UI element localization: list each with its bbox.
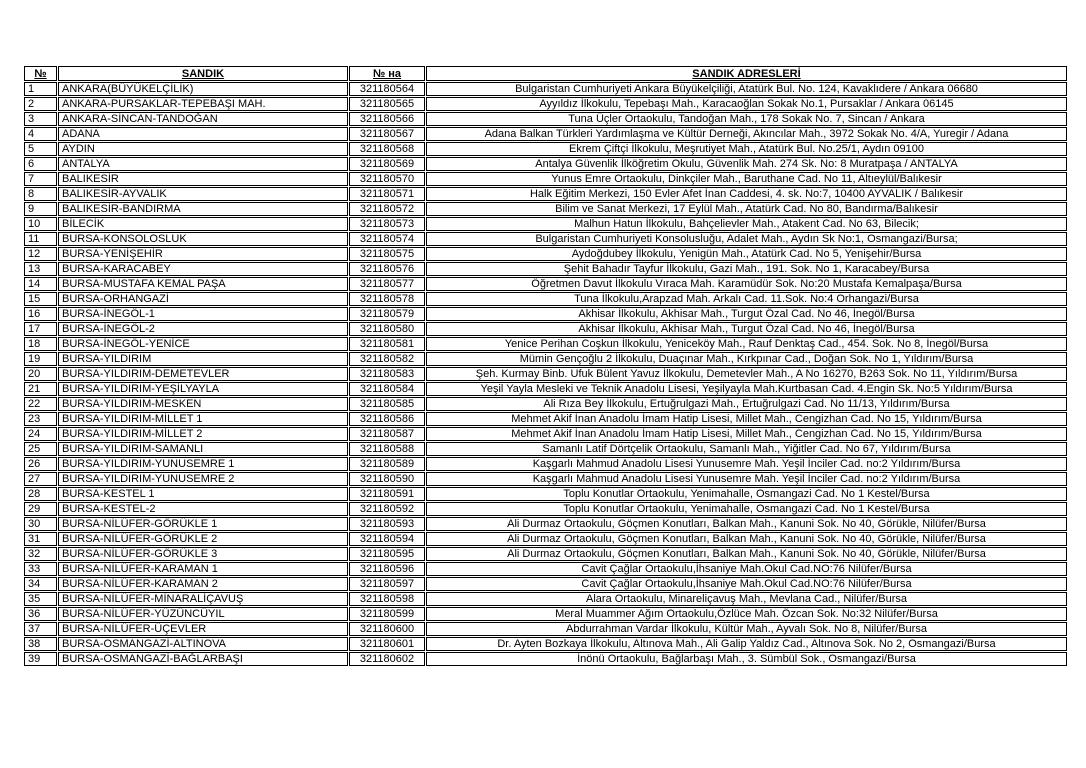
cell-sandik: BURSA-KARACABEY [58, 262, 348, 276]
cell-address: Tuna Üçler Ortaokulu, Tandoğan Mah., 178 Sokak No. 7, Sincan / Ankara [426, 112, 1067, 126]
cell-no: 4 [24, 127, 57, 141]
cell-address: Alara Ortaokulu, Minareliçavuş Mah., Mevlana Cad., Nilüfer/Bursa [426, 592, 1067, 606]
table-row [24, 562, 1067, 576]
cell-sandik: BURSA-İNEGÖL-YENİCE [58, 337, 348, 351]
cell-no: 15 [24, 292, 57, 306]
table-row [24, 637, 1067, 651]
cell-sandik: BURSA-YILDIRIM [58, 352, 348, 366]
cell-no: 13 [24, 262, 57, 276]
cell-no: 22 [24, 397, 57, 411]
cell-no: 26 [24, 457, 57, 471]
cell-sandik: BALIKESİR [58, 172, 348, 186]
cell-address: Öğretmen Davut İlkokulu Vıraca Mah. Karamüdür Sok. No:20 Mustafa Kemalpaşa/Bursa [426, 277, 1067, 291]
cell-sandik: BURSA-KESTEL 1 [58, 487, 348, 501]
cell-address: Yunus Emre Ortaokulu, Dinkçiler Mah., Baruthane Cad. No 11, Altıeylül/Balıkesir [426, 172, 1067, 186]
table-row [24, 142, 1067, 156]
cell-sandik: ANTALYA [58, 157, 348, 171]
cell-address: Bilim ve Sanat Merkezi, 17 Eylül Mah., Atatürk Cad. No 80, Bandırma/Balıkesir [426, 202, 1067, 216]
table-row [24, 622, 1067, 636]
cell-address: Malhun Hatun İlkokulu, Bahçelievler Mah., Atakent Cad. No 63, Bilecik; [426, 217, 1067, 231]
header-number: № на [349, 66, 425, 81]
cell-sandik: BURSA-ORHANGAZİ [58, 292, 348, 306]
cell-no: 1 [24, 82, 57, 96]
table-row [24, 652, 1067, 666]
cell-no: 3 [24, 112, 57, 126]
cell-address: Aydoğdubey İlkokulu, Yenigün Mah., Atatürk Cad. No 5, Yenişehir/Bursa [426, 247, 1067, 261]
cell-number: 321180589 [349, 457, 425, 471]
cell-sandik: BURSA-OSMANGAZİ-ALTINOVA [58, 637, 348, 651]
cell-address: Akhisar İlkokulu, Akhisar Mah., Turgut Özal Cad. No 46, İnegöl/Bursa [426, 322, 1067, 336]
cell-address: Mehmet Akif İnan Anadolu İmam Hatip Lisesi, Millet Mah., Cengizhan Cad. No 15, Yıldırım/Bursa [426, 427, 1067, 441]
table-row [24, 577, 1067, 591]
cell-sandik: AYDIN [58, 142, 348, 156]
table-row [24, 457, 1067, 471]
cell-number: 321180579 [349, 307, 425, 321]
cell-number: 321180567 [349, 127, 425, 141]
cell-number: 321180596 [349, 562, 425, 576]
cell-address: Toplu Konutlar Ortaokulu, Yenimahalle, Osmangazi Cad. No 1 Kestel/Bursa [426, 502, 1067, 516]
cell-sandik: BURSA-OSMANGAZİ-BAĞLARBAŞI [58, 652, 348, 666]
cell-address: Meral Muammer Ağım Ortaokulu,Özlüce Mah. Özcan Sok. No:32 Nilüfer/Bursa [426, 607, 1067, 621]
table-row [24, 592, 1067, 606]
cell-no: 36 [24, 607, 57, 621]
table-row [24, 322, 1067, 336]
cell-sandik: BURSA-YENİŞEHİR [58, 247, 348, 261]
table-row [24, 172, 1067, 186]
header-sandik: SANDIK [58, 66, 348, 81]
cell-number: 321180569 [349, 157, 425, 171]
table-row [24, 307, 1067, 321]
cell-sandik: BURSA-NİLÜFER-ÜÇEVLER [58, 622, 348, 636]
cell-address: Adana Balkan Türkleri Yardımlaşma ve Kültür Derneği, Akıncılar Mah., 3972 Sokak No. 4/A, Yuregir / Adana [426, 127, 1067, 141]
table-header-row [24, 66, 1067, 81]
cell-address: Bulgaristan Cumhuriyeti Konsolusluğu, Adalet Mah., Aydın Sk No:1, Osmangazi/Bursa; [426, 232, 1067, 246]
cell-no: 11 [24, 232, 57, 246]
cell-no: 24 [24, 427, 57, 441]
cell-number: 321180593 [349, 517, 425, 531]
cell-no: 8 [24, 187, 57, 201]
cell-number: 321180602 [349, 652, 425, 666]
cell-number: 321180576 [349, 262, 425, 276]
table-row [24, 367, 1067, 381]
cell-sandik: BURSA-YILDIRIM-MESKEN [58, 397, 348, 411]
table-row [24, 352, 1067, 366]
cell-address: Antalya Güvenlik İlköğretim Okulu, Güvenlik Mah. 274 Sk. No: 8 Muratpaşa / ANTALYA [426, 157, 1067, 171]
cell-sandik: BURSA-YILDIRIM-DEMETEVLER [58, 367, 348, 381]
cell-no: 35 [24, 592, 57, 606]
cell-no: 21 [24, 382, 57, 396]
cell-no: 16 [24, 307, 57, 321]
cell-sandik: ANKARA-PURSAKLAR-TEPEBAŞI MAH. [58, 97, 348, 111]
cell-number: 321180582 [349, 352, 425, 366]
cell-address: Akhisar İlkokulu, Akhisar Mah., Turgut Özal Cad. No 46, İnegöl/Bursa [426, 307, 1067, 321]
cell-sandik: ADANA [58, 127, 348, 141]
table-row [24, 442, 1067, 456]
cell-address: Şehit Bahadır Tayfur İlkokulu, Gazi Mah., 191. Sok. No 1, Karacabey/Bursa [426, 262, 1067, 276]
cell-no: 20 [24, 367, 57, 381]
cell-address: Ali Durmaz Ortaokulu, Göçmen Konutları, Balkan Mah., Kanuni Sok. No 40, Görükle, Nilüfer/Bursa [426, 517, 1067, 531]
cell-sandik: BALIKESİR-BANDIRMA [58, 202, 348, 216]
cell-address: Ali Durmaz Ortaokulu, Göçmen Konutları, Balkan Mah., Kanuni Sok. No 40, Görükle, Nilüfer/Bursa [426, 532, 1067, 546]
cell-number: 321180568 [349, 142, 425, 156]
table-row [24, 397, 1067, 411]
cell-number: 321180590 [349, 472, 425, 486]
cell-no: 39 [24, 652, 57, 666]
cell-no: 33 [24, 562, 57, 576]
cell-sandik: BURSA-İNEGÖL-2 [58, 322, 348, 336]
cell-sandik: BURSA-YILDIRIM-YUNUSEMRE 1 [58, 457, 348, 471]
cell-no: 37 [24, 622, 57, 636]
cell-number: 321180585 [349, 397, 425, 411]
cell-number: 321180599 [349, 607, 425, 621]
cell-number: 321180597 [349, 577, 425, 591]
table-row [24, 127, 1067, 141]
cell-address: Tuna İlkokulu,Arapzad Mah. Arkalı Cad. 11.Sok. No:4 Orhangazi/Bursa [426, 292, 1067, 306]
cell-number: 321180591 [349, 487, 425, 501]
table-row [24, 412, 1067, 426]
table-row [24, 247, 1067, 261]
cell-address: Kaşgarlı Mahmud Anadolu Lisesi Yunusemre Mah. Yeşil İnciler Cad. no:2 Yıldırım/Bursa [426, 472, 1067, 486]
cell-no: 10 [24, 217, 57, 231]
cell-number: 321180580 [349, 322, 425, 336]
table-row [24, 217, 1067, 231]
cell-sandik: BURSA-NİLÜFER-KARAMAN 1 [58, 562, 348, 576]
cell-sandik: BURSA-NİLÜFER-YÜZÜNCÜYIL [58, 607, 348, 621]
table-row [24, 607, 1067, 621]
cell-sandik: BURSA-NİLÜFER-GÖRÜKLE 1 [58, 517, 348, 531]
cell-sandik: BURSA-YILDIRIM-SAMANLI [58, 442, 348, 456]
table-row [24, 82, 1067, 96]
cell-sandik: BİLECİK [58, 217, 348, 231]
cell-number: 321180581 [349, 337, 425, 351]
cell-sandik: BURSA-NİLÜFER-GÖRÜKLE 2 [58, 532, 348, 546]
cell-no: 18 [24, 337, 57, 351]
cell-no: 25 [24, 442, 57, 456]
cell-no: 30 [24, 517, 57, 531]
cell-address: Kaşgarlı Mahmud Anadolu Lisesi Yunusemre Mah. Yeşil İnciler Cad. no:2 Yıldırım/Bursa [426, 457, 1067, 471]
cell-number: 321180564 [349, 82, 425, 96]
cell-number: 321180601 [349, 637, 425, 651]
cell-address: Toplu Konutlar Ortaokulu, Yenimahalle, Osmangazi Cad. No 1 Kestel/Bursa [426, 487, 1067, 501]
cell-sandik: BURSA-YILDIRIM-YUNUSEMRE 2 [58, 472, 348, 486]
cell-no: 19 [24, 352, 57, 366]
cell-sandik: ANKARA-SİNCAN-TANDOĞAN [58, 112, 348, 126]
cell-no: 34 [24, 577, 57, 591]
cell-address: Ali Durmaz Ortaokulu, Göçmen Konutları, Balkan Mah., Kanuni Sok. No 40, Görükle, Nilüfer/Bursa [426, 547, 1067, 561]
cell-no: 29 [24, 502, 57, 516]
cell-address: Mehmet Akif İnan Anadolu İmam Hatip Lisesi, Millet Mah., Cengizhan Cad. No 15, Yıldırım/Bursa [426, 412, 1067, 426]
cell-no: 28 [24, 487, 57, 501]
cell-number: 321180565 [349, 97, 425, 111]
table-row [24, 97, 1067, 111]
cell-no: 27 [24, 472, 57, 486]
cell-number: 321180583 [349, 367, 425, 381]
cell-number: 321180571 [349, 187, 425, 201]
table-row [24, 232, 1067, 246]
cell-number: 321180577 [349, 277, 425, 291]
table-row [24, 187, 1067, 201]
cell-sandik: BURSA-KONSOLOSLUK [58, 232, 348, 246]
table-row [24, 202, 1067, 216]
cell-number: 321180578 [349, 292, 425, 306]
cell-number: 321180586 [349, 412, 425, 426]
cell-no: 32 [24, 547, 57, 561]
table-row [24, 472, 1067, 486]
cell-number: 321180600 [349, 622, 425, 636]
cell-address: Dr. Ayten Bozkaya İlkokulu, Altınova Mah., Ali Galip Yaldız Cad., Altınova Sok. No 2, Osmangazi/Bursa [426, 637, 1067, 651]
cell-no: 17 [24, 322, 57, 336]
table-row [24, 157, 1067, 171]
table-row [24, 502, 1067, 516]
cell-number: 321180573 [349, 217, 425, 231]
cell-no: 31 [24, 532, 57, 546]
cell-address: Yeşil Yayla Mesleki ve Teknik Anadolu Lisesi, Yeşilyayla Mah.Kurtbasan Cad. 4.Engin Sk. No:5 Yıldırım/Bursa [426, 382, 1067, 396]
table-row [24, 277, 1067, 291]
cell-number: 321180570 [349, 172, 425, 186]
cell-address: İnönü Ortaokulu, Bağlarbaşı Mah., 3. Sümbül Sok., Osmangazi/Bursa [426, 652, 1067, 666]
table-row [24, 532, 1067, 546]
cell-sandik: BURSA-YILDIRIM-YEŞİLYAYLA [58, 382, 348, 396]
cell-sandik: BURSA-YILDIRIM-MİLLET 2 [58, 427, 348, 441]
header-address: SANDIK ADRESLERİ [426, 66, 1067, 81]
cell-no: 14 [24, 277, 57, 291]
table-row [24, 262, 1067, 276]
table-row [24, 517, 1067, 531]
cell-no: 7 [24, 172, 57, 186]
cell-number: 321180575 [349, 247, 425, 261]
cell-sandik: BURSA-YILDIRIM-MİLLET 1 [58, 412, 348, 426]
cell-no: 6 [24, 157, 57, 171]
cell-no: 2 [24, 97, 57, 111]
cell-number: 321180574 [349, 232, 425, 246]
cell-sandik: BURSA-MUSTAFA KEMAL PAŞA [58, 277, 348, 291]
cell-sandik: BURSA-NİLÜFER-MİNARALİÇAVUŞ [58, 592, 348, 606]
cell-no: 12 [24, 247, 57, 261]
cell-number: 321180598 [349, 592, 425, 606]
cell-sandik: BURSA-NİLÜFER-KARAMAN 2 [58, 577, 348, 591]
cell-sandik: BURSA-NİLÜFER-GÖRÜKLE 3 [58, 547, 348, 561]
cell-address: Cavit Çağlar Ortaokulu,İhsaniye Mah.Okul Cad.NO:76 Nilüfer/Bursa [426, 562, 1067, 576]
cell-number: 321180584 [349, 382, 425, 396]
cell-address: Cavit Çağlar Ortaokulu,İhsaniye Mah.Okul Cad.NO:76 Nilüfer/Bursa [426, 577, 1067, 591]
cell-sandik: ANKARA(BÜYÜKELÇİLİK) [58, 82, 348, 96]
header-no: № [24, 66, 57, 81]
cell-address: Mümin Gençoğlu 2 İlkokulu, Duaçınar Mah., Kırkpınar Cad., Doğan Sok. No 1, Yıldırım/Bursa [426, 352, 1067, 366]
cell-number: 321180594 [349, 532, 425, 546]
cell-address: Abdurrahman Vardar İlkokulu, Kültür Mah., Ayvalı Sok. No 8, Nilüfer/Bursa [426, 622, 1067, 636]
cell-no: 5 [24, 142, 57, 156]
table-row [24, 382, 1067, 396]
cell-sandik: BURSA-KESTEL-2 [58, 502, 348, 516]
cell-number: 321180587 [349, 427, 425, 441]
cell-address: Ekrem Çiftçi İlkokulu, Meşrutiyet Mah., Atatürk Bul. No.25/1, Aydın 09100 [426, 142, 1067, 156]
cell-no: 9 [24, 202, 57, 216]
cell-address: Ayyıldız İlkokulu, Tepebaşı Mah., Karacaoğlan Sokak No.1, Pursaklar / Ankara 06145 [426, 97, 1067, 111]
table-row [24, 487, 1067, 501]
cell-no: 23 [24, 412, 57, 426]
table-body [24, 82, 1067, 666]
cell-number: 321180572 [349, 202, 425, 216]
cell-address: Bulgaristan Cumhuriyeti Ankara Büyükelçiliği, Atatürk Bul. No. 124, Kavaklıdere / Ankara 06680 [426, 82, 1067, 96]
cell-address: Samanlı Latif Dörtçelik Ortaokulu, Samanlı Mah., Yiğitler Cad. No 67, Yıldırım/Bursa [426, 442, 1067, 456]
cell-address: Halk Eğitim Merkezi, 150 Evler Afet İnan Caddesi, 4. sk. No:7, 10400 AYVALIK / Balıkesir [426, 187, 1067, 201]
table-row [24, 547, 1067, 561]
cell-address: Ali Rıza Bey İlkokulu, Ertuğrulgazi Mah., Ertuğrulgazi Cad. No 11/13, Yıldırım/Bursa [426, 397, 1067, 411]
cell-sandik: BURSA-İNEGÖL-1 [58, 307, 348, 321]
cell-no: 38 [24, 637, 57, 651]
cell-sandik: BALIKESİR-AYVALIK [58, 187, 348, 201]
table-row [24, 427, 1067, 441]
cell-address: Yenice Perihan Coşkun İlkokulu, Yeniceköy Mah., Rauf Denktaş Cad., 454. Sok. No 8, İnegöl/Bursa [426, 337, 1067, 351]
table-row [24, 337, 1067, 351]
sandik-address-table [23, 65, 1068, 667]
cell-address: Şeh. Kurmay Binb. Ufuk Bülent Yavuz İlkokulu, Demetevler Mah., A No 16270, B263 Sok. No 11, Yıldırım/Bursa [426, 367, 1067, 381]
table-row [24, 292, 1067, 306]
cell-number: 321180588 [349, 442, 425, 456]
cell-number: 321180595 [349, 547, 425, 561]
cell-number: 321180592 [349, 502, 425, 516]
cell-number: 321180566 [349, 112, 425, 126]
table-row [24, 112, 1067, 126]
